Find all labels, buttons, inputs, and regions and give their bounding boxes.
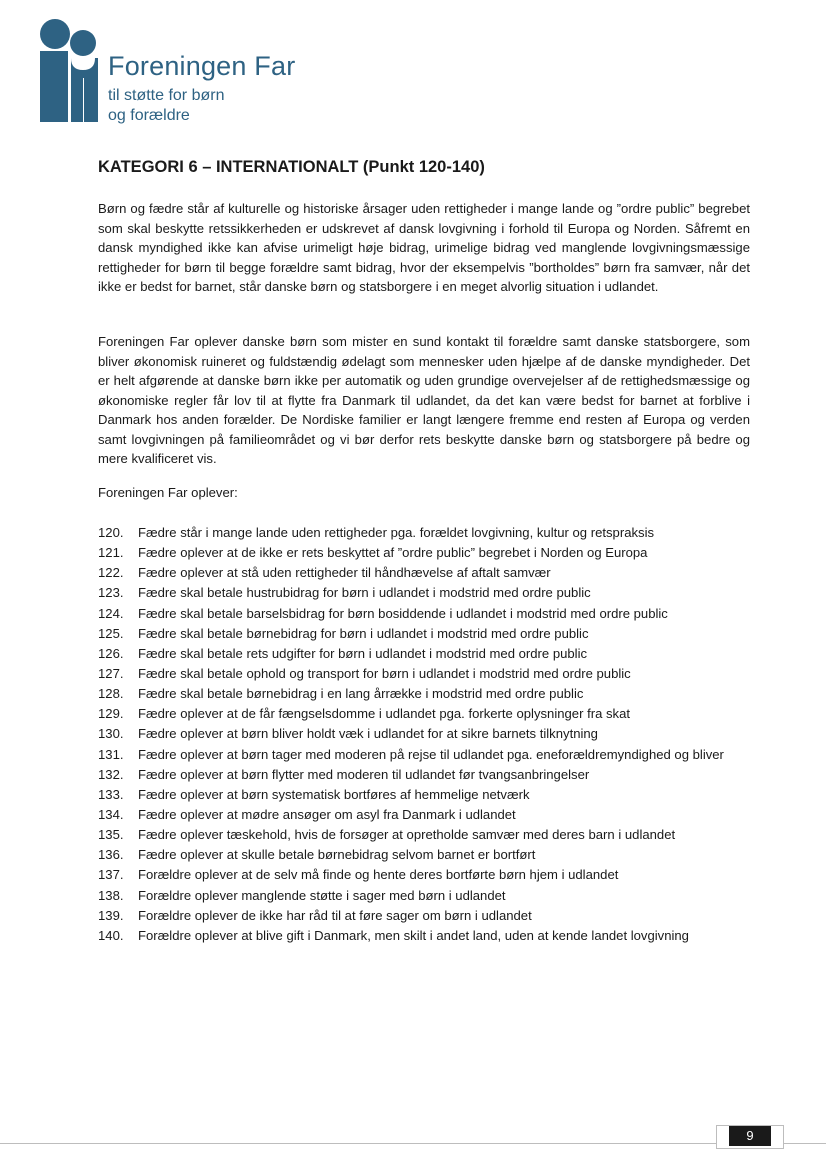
list-item-number: 129. xyxy=(98,706,124,722)
list-item-number: 120. xyxy=(98,525,124,540)
page-number: 9 xyxy=(729,1126,771,1146)
list-item-text: Fædre oplever at børn systematisk bortføres af hemmelige netværk xyxy=(138,786,530,802)
list-item xyxy=(98,825,724,845)
list-item xyxy=(98,664,724,684)
logo-name: Foreningen Far xyxy=(108,51,296,81)
list-item-text: Fædre oplever at skulle betale børnebidrag selvom barnet er bortført xyxy=(138,847,536,863)
list-item-text: Fædre oplever at børn bliver holdt væk i udlandet for at sikre barnets tilknytning xyxy=(138,726,598,742)
list-item-number: 124. xyxy=(98,605,124,621)
list-item xyxy=(98,523,724,543)
list-item xyxy=(98,684,724,704)
list-item xyxy=(98,765,724,785)
list-item xyxy=(98,805,724,825)
list-item-number: 135. xyxy=(98,827,124,843)
list-item-text: Fædre oplever at mødre ansøger om asyl fra Danmark i udlandet xyxy=(138,806,516,822)
list-item xyxy=(98,644,724,664)
list-intro: Foreningen Far oplever: xyxy=(98,485,238,500)
list-item-text: Fædre oplever at de ikke er rets beskyttet af ”ordre public” begrebet i Norden og Europa xyxy=(138,545,648,561)
list-item-number: 125. xyxy=(98,625,124,641)
logo-tagline-line2: og forældre xyxy=(108,107,190,124)
list-item xyxy=(98,886,724,906)
list-item-number: 134. xyxy=(98,806,124,822)
list-item xyxy=(98,745,724,765)
list-item xyxy=(98,604,724,624)
list-item xyxy=(98,583,724,603)
list-item-number: 137. xyxy=(98,867,124,883)
list-item-number: 123. xyxy=(98,585,124,601)
list-item-text: Fædre oplever at stå uden rettigheder til håndhævelse af aftalt samvær xyxy=(138,565,551,581)
list-item xyxy=(98,865,724,885)
list-item-text: Fædre skal betale barselsbidrag for børn bosiddende i udlandet i modstrid med ordre public xyxy=(138,605,668,621)
list-item xyxy=(98,926,724,946)
list-item-number: 131. xyxy=(98,746,124,762)
list-item xyxy=(98,906,724,926)
logo-tagline xyxy=(108,86,224,126)
list-item xyxy=(98,845,724,865)
list-item-text: Fædre oplever tæskehold, hvis de forsøger at opretholde samvær med deres barn i udlandet xyxy=(138,827,676,843)
list-item xyxy=(98,724,724,744)
list-item-text: Fædre skal betale ophold og transport for børn i udlandet i modstrid med ordre public xyxy=(138,665,631,681)
numbered-list xyxy=(98,523,724,946)
list-item xyxy=(98,785,724,805)
list-item-text: Fædre oplever at børn flytter med moderen til udlandet før tvangsanbringelser xyxy=(138,766,590,782)
list-item-text: Forældre oplever at blive gift i Danmark, men skilt i andet land, uden at kende landet lovgivning xyxy=(138,927,689,943)
list-item-number: 136. xyxy=(98,847,124,863)
list-item-number: 127. xyxy=(98,665,124,681)
list-item-text: Fædre oplever at børn tager med moderen på rejse til udlandet pga. eneforældremyndighed og bliver xyxy=(138,746,724,762)
list-item-text: Forældre oplever de ikke har råd til at føre sager om børn i udlandet xyxy=(138,907,532,923)
logo-tagline-line1: til støtte for børn xyxy=(108,87,225,104)
section-heading: KATEGORI 6 – INTERNATIONALT (Punkt 120-140) xyxy=(98,158,485,176)
list-item-number: 128. xyxy=(98,686,124,702)
list-item-text: Fædre skal betale børnebidrag for børn i udlandet i modstrid med ordre public xyxy=(138,625,589,641)
list-item-number: 126. xyxy=(98,645,124,661)
list-item xyxy=(98,624,724,644)
list-item-text: Fædre oplever at de får fængselsdomme i udlandet pga. forkerte oplysninger fra skat xyxy=(138,706,631,722)
list-item-number: 121. xyxy=(98,545,124,561)
list-item-number: 133. xyxy=(98,786,124,802)
list-item-number: 139. xyxy=(98,907,124,923)
logo-mark-icon xyxy=(38,18,100,124)
logo xyxy=(38,18,338,128)
list-item-text: Fædre skal betale hustrubidrag for børn i udlandet i modstrid med ordre public xyxy=(138,585,591,601)
list-item-text: Fædre står i mange lande uden rettigheder pga. forældet lovgivning, kultur og retspraksis xyxy=(138,525,655,540)
list-item xyxy=(98,704,724,724)
list-item-text: Fædre skal betale rets udgifter for børn i udlandet i modstrid med ordre public xyxy=(138,645,588,661)
context-paragraph: Foreningen Far oplever danske børn som mister en sund kontakt til forældre samt danske statsborgere, som bliver økonomisk ruineret og fuldstændig ødelagt som mennesker uden hjælpe af de danske myndigheder. Det er helt afgørende at danske børn ikke per automatik og uden grundige overvejelser af de rettighedsmæssige og økonomiske regler får lov til at flytte fra Danmark til udlandet, da det kan være bedst for barnet at forblive i Danmark hos anden forælder. De Nordiske familier er langt længere fremme end resten af Europa og verden samt lovgivningen på familieområdet og vi bør derfor rets beskytte danske børn og statsborgere på bedre og mere kvalificeret vis. xyxy=(98,334,750,466)
list-item xyxy=(98,563,724,583)
footer-divider xyxy=(0,1143,826,1144)
list-item-number: 132. xyxy=(98,766,124,782)
list-item-number: 140. xyxy=(98,927,124,943)
list-item xyxy=(98,543,724,563)
intro-paragraph: Børn og fædre står af kulturelle og historiske årsager uden rettigheder i mange lande og ”ordre public” begrebet som skal beskytte retssikkerheden er udskrevet af dansk lovgivning i forhold til Europa og Norden. Såfremt en dansk myndighed ikke kan afvise urimeligt høje bidrag, urimelige bidrag ved manglende lovgivningsmæssige rettigheder for børn til begge forældre samt bidrag, hvor der eksempelvis ”bortholdes” børn fra samvær, når det ikke er bedst for barnet, står danske børn og statsborgere i en meget alvorlig situation i udlandet. xyxy=(98,201,750,294)
list-item-number: 130. xyxy=(98,726,124,742)
list-item-text: Fædre skal betale børnebidrag i en lang årrække i modstrid med ordre public xyxy=(138,686,584,702)
list-item-text: Forældre oplever at de selv må finde og hente deres bortførte børn hjem i udlandet xyxy=(138,867,619,883)
list-item-number: 122. xyxy=(98,565,124,581)
list-item-number: 138. xyxy=(98,887,124,903)
list-item-text: Forældre oplever manglende støtte i sager med børn i udlandet xyxy=(138,887,506,903)
